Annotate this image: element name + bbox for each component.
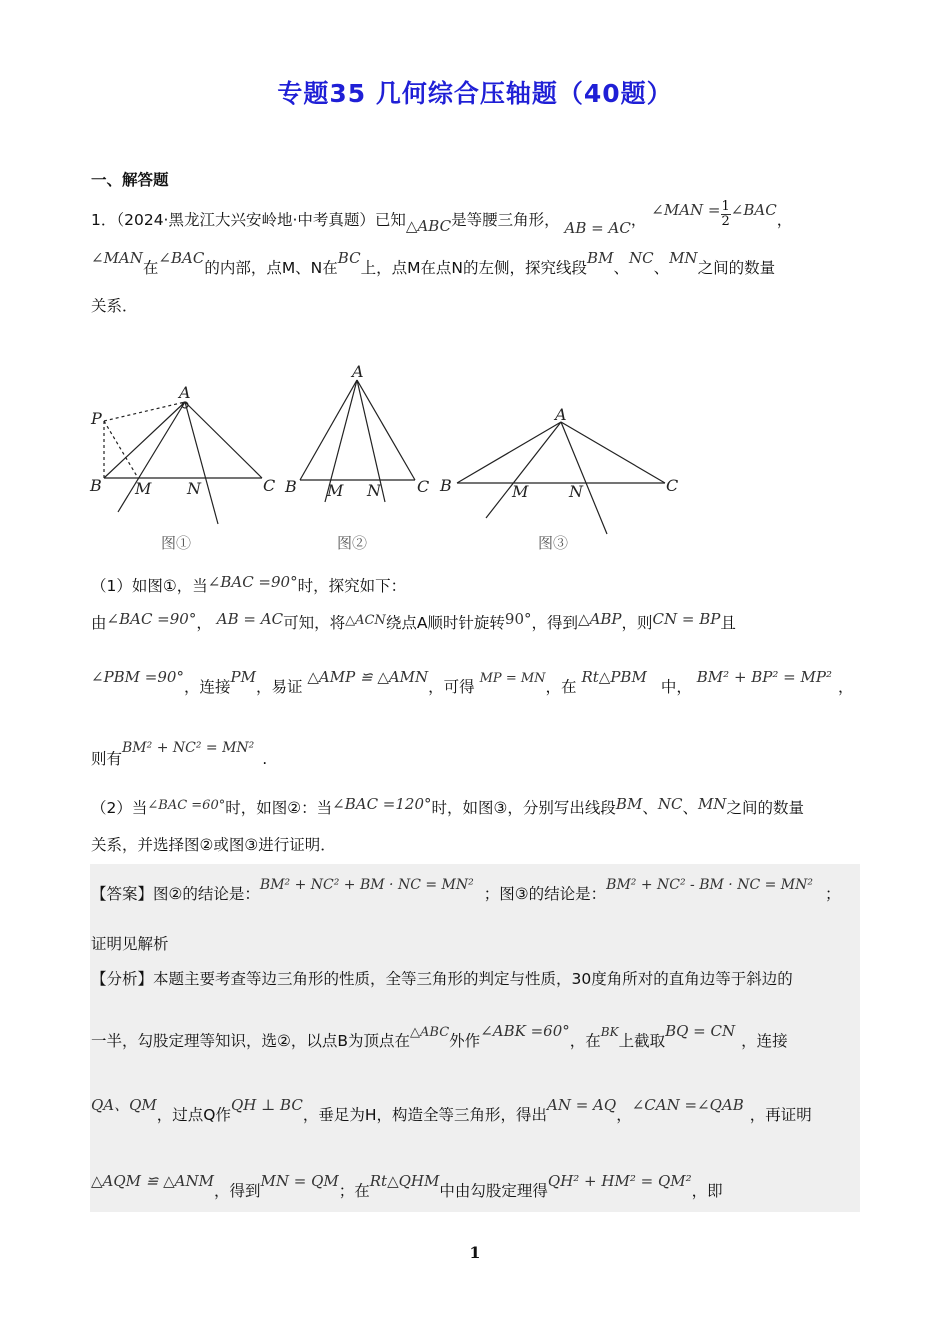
geometry-figures [88, 358, 708, 558]
fig1-label-n: N [187, 479, 201, 498]
fig1-label-p: P [91, 409, 102, 428]
answer-line: 【答案】图②的结论是：BM² + NC² + BM · NC = MN² ；图③的结论是：BM² + NC² - BM · NC = MN² ； [91, 877, 841, 903]
fraction-half: $\frac{1}{2}$ [721, 199, 730, 229]
caption-figure-2: 图② [337, 534, 368, 552]
fig2-label-a: A [352, 362, 364, 381]
fig1-label-a: A [179, 383, 191, 402]
analysis-line-4: △AQM ≌ △ANM，得到MN = QM；在Rt△QHM中由勾股定理得QH² + HM² = QM²，即 [91, 1172, 723, 1200]
problem-line-1: 1．（2024·黑龙江大兴安岭地·中考真题）已知△ABC是等腰三角形， AB = AC， ∠MAN = $\frac{1}{2}$ ∠BAC， [91, 199, 793, 237]
analysis-line-3: QA、QM，过点Q作QH ⊥ BC，垂足为H，构造全等三角形，得出AN = AQ，∠CAN =∠QAB，再证明 [91, 1096, 812, 1124]
figure-2 [300, 380, 415, 502]
fig2-label-n: N [367, 481, 381, 500]
problem-line-2: ∠MAN在∠BAC的内部，点M、N在BC上，点M在点N的左侧，探究线段BM、NC、MN之间的数量 [91, 249, 776, 277]
problem-line-3: 关系． [91, 297, 138, 315]
analysis-line-1: 【分析】本题主要考查等边三角形的性质，全等三角形的判定与性质，30度角所对的直角边等于斜边的 [91, 970, 793, 988]
fig3-label-n: N [569, 482, 583, 501]
section-heading: 一、解答题 [91, 171, 169, 189]
part1-line-3: ∠PBM =90°，连接PM，易证 △AMP ≌ △AMN，可得 $^{MP = MN}$，在 Rt△PBM中， BM² + BP² = MP²， [91, 668, 854, 696]
fig1-label-m: M [135, 479, 152, 498]
analysis-line-2: 一半，勾股定理等知识，选②，以点B为顶点在$^{\triangle ABC}$外作∠ABK =60°，在$^{BK}$上截取BQ = CN，连接 [91, 1022, 788, 1050]
part2-line-1: （2）当$^{\angle BAC =60^\circ}$时，如图②：当∠BAC =120°时，如图③，分别写出线段BM、NC、MN之间的数量 [91, 795, 804, 817]
part1-line-2: 由∠BAC =90°， AB = AC可知，将$^{\triangle ACN}$绕点A顺时针旋转90°，得到△ABP，则CN = BP且 [91, 610, 736, 632]
fig3-label-m: M [512, 482, 529, 501]
fig3-label-b: B [440, 476, 452, 495]
page-number: 1 [469, 1243, 481, 1262]
fig1-label-b: B [90, 476, 102, 495]
fig2-label-c: C [417, 477, 430, 496]
part1-line-1: （1）如图①，当∠BAC =90°时，探究如下： [91, 573, 407, 595]
page-title: 专题35 几何综合压轴题（40题） [277, 79, 673, 108]
part2-line-2: 关系，并选择图②或图③进行证明． [91, 836, 336, 854]
fig1-label-c: C [263, 476, 276, 495]
fig2-label-m: M [327, 481, 344, 500]
proof-note: 证明见解析 [91, 935, 169, 953]
fig3-label-c: C [666, 476, 679, 495]
figure-1 [104, 402, 262, 524]
fig2-label-b: B [285, 477, 297, 496]
part1-line-4: 则有BM² + NC² = MN². [91, 740, 268, 768]
caption-figure-3: 图③ [538, 534, 569, 552]
caption-figure-1: 图① [161, 534, 192, 552]
fig3-label-a: A [555, 405, 567, 424]
figure-3 [457, 422, 665, 534]
